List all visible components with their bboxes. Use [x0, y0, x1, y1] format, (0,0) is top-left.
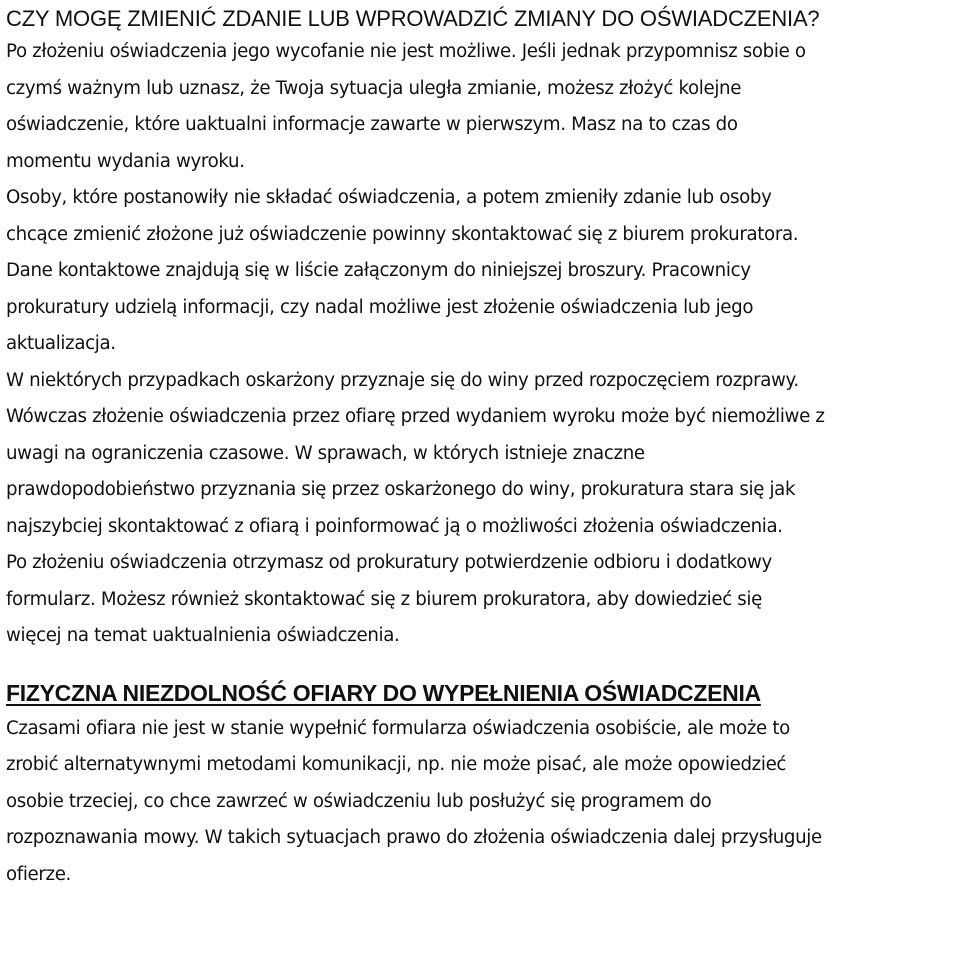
- text-line: najszybciej skontaktować z ofiarą i poinformować ją o możliwości złożenia oświadczenia.: [6, 515, 783, 537]
- paragraph-contact: [6, 180, 956, 363]
- text-line: Po złożeniu oświadczenia jego wycofanie nie jest możliwe. Jeśli jednak przypomnisz sobie o: [6, 41, 806, 62]
- text-line: Dane kontaktowe znajdują się w liście załączonym do niniejszej broszury. Pracownicy: [6, 260, 751, 281]
- paragraph-confirmation: [6, 545, 956, 655]
- text-line: Po złożeniu oświadczenia otrzymasz od prokuratury potwierdzenie odbioru i dodatkowy: [6, 552, 772, 573]
- text-line: formularz. Możesz również skontaktować się z biurem prokuratora, aby dowiedzieć się: [6, 588, 762, 610]
- text-line: prawdopodobieństwo przyznania się przez oskarżonego do winy, prokuratura stara się jak: [6, 479, 796, 500]
- paragraph-guilty-plea: [6, 363, 956, 546]
- paragraph-withdrawal: [6, 34, 956, 180]
- paragraph-alternative-methods: [6, 711, 956, 894]
- text-line: Wówczas złożenie oświadczenia przez ofiarę przed wydaniem wyroku może być niemożliwe z: [6, 406, 825, 427]
- text-line: W niektórych przypadkach oskarżony przyznaje się do winy przed rozpoczęciem rozprawy.: [6, 369, 799, 391]
- text-line: momentu wydania wyroku.: [6, 150, 245, 172]
- text-line: ofierze.: [6, 863, 71, 885]
- text-line: aktualizacja.: [6, 333, 116, 354]
- text-line: oświadczenie, które uaktualni informacje zawarte w pierwszym. Masz na to czas do: [6, 114, 738, 135]
- text-line: osobie trzeciej, co chce zawrzeć w oświadczeniu lub posłużyć się programem do: [6, 790, 712, 812]
- text-line: Osoby, które postanowiły nie składać oświadczenia, a potem zmieniły zdanie lub osoby: [6, 187, 772, 208]
- text-line: więcej na temat uaktualnienia oświadczenia.: [6, 625, 400, 646]
- text-line: Czasami ofiara nie jest w stanie wypełnić formularza oświadczenia osobiście, ale może to: [6, 717, 790, 739]
- text-line: prokuratury udzielą informacji, czy nadal możliwe jest złożenie oświadczenia lub jego: [6, 296, 754, 318]
- text-line: zrobić alternatywnymi metodami komunikacji, np. nie może pisać, ale może opowiedzieć: [6, 754, 787, 775]
- text-line: rozpoznawania mowy. W takich sytuacjach prawo do złożenia oświadczenia dalej przysługuje: [6, 827, 822, 848]
- section-heading-physical-inability: FIZYCZNA NIEZDOLNOŚĆ OFIARY DO WYPEŁNIENIA OŚWIADCZENIA: [6, 679, 761, 706]
- document-page: [6, 0, 956, 893]
- text-line: czymś ważnym lub uznasz, że Twoja sytuacja uległa zmianie, możesz złożyć kolejne: [6, 77, 742, 99]
- section-title: CZY MOGĘ ZMIENIĆ ZDANIE LUB WPROWADZIĆ ZMIANY DO OŚWIADCZENIA?: [6, 6, 820, 31]
- text-line: uwagi na ograniczenia czasowe. W sprawach, w których istnieje znaczne: [6, 442, 645, 464]
- text-line: chcące zmienić złożone już oświadczenie powinny skontaktować się z biurem prokuratora.: [6, 223, 799, 245]
